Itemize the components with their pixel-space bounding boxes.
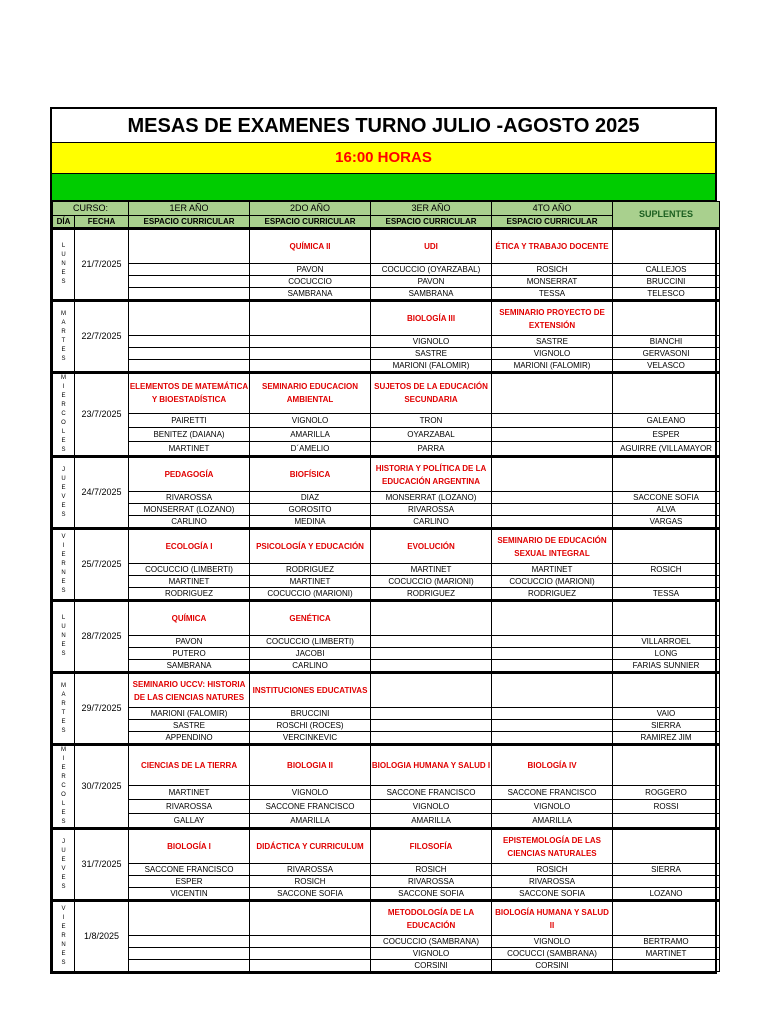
espacio-header-4: ESPACIO CURRICULAR <box>492 216 613 229</box>
teacher-cell: SAMBRANA <box>129 660 250 673</box>
teacher-cell: CARLINO <box>371 516 492 529</box>
teacher-cell: RODRIGUEZ <box>371 588 492 601</box>
teacher-row <box>53 648 720 660</box>
teacher-cell: TRON <box>371 413 492 427</box>
exam-date: 1/8/2025 <box>75 901 129 972</box>
teacher-cell <box>250 360 371 373</box>
suplente-cell: CALLEJOS <box>613 264 720 276</box>
teacher-cell <box>371 648 492 660</box>
teacher-cell: RODRIGUEZ <box>492 588 613 601</box>
fecha-header: FECHA <box>75 216 129 229</box>
teacher-cell: VERCINKEVIC <box>250 732 371 745</box>
teacher-row <box>53 588 720 601</box>
teacher-cell: MARTINET <box>129 576 250 588</box>
subject-cell: SEMINARIO PROYECTO DE EXTENSIÓN <box>492 301 613 336</box>
day-block-subject-row <box>53 601 720 636</box>
suplente-cell: TESSA <box>613 588 720 601</box>
subject-cell: HISTORIA Y POLÍTICA DE LA EDUCACIÓN ARGENTINA <box>371 457 492 492</box>
teacher-cell <box>129 264 250 276</box>
subject-cell: ÉTICA Y TRABAJO DOCENTE <box>492 229 613 264</box>
teacher-cell: COCUCCIO (LIMBERTI) <box>250 636 371 648</box>
teacher-cell <box>129 948 250 960</box>
subject-cell <box>492 373 613 414</box>
teacher-cell: MONSERRAT <box>492 276 613 288</box>
teacher-cell: MARTINET <box>371 564 492 576</box>
header-row-years <box>53 202 720 216</box>
teacher-cell: RIVAROSSA <box>250 864 371 876</box>
subject-cell <box>492 601 613 636</box>
teacher-cell: RIVAROSSA <box>371 876 492 888</box>
teacher-cell <box>371 660 492 673</box>
teacher-cell <box>129 348 250 360</box>
teacher-cell: RIVAROSSA <box>129 492 250 504</box>
teacher-cell: SACCONE SOFIA <box>492 888 613 901</box>
teacher-cell <box>492 427 613 441</box>
teacher-cell: MARIONI (FALOMIR) <box>371 360 492 373</box>
suplentes-header: SUPLENTES <box>613 202 720 229</box>
teacher-cell: PAVON <box>371 276 492 288</box>
teacher-cell <box>250 960 371 972</box>
teacher-row <box>53 276 720 288</box>
teacher-cell: MARIONI (FALOMIR) <box>129 708 250 720</box>
teacher-cell: PAVON <box>129 636 250 648</box>
teacher-cell: RIVAROSSA <box>129 799 250 813</box>
teacher-cell <box>492 660 613 673</box>
teacher-cell: BRUCCINI <box>250 708 371 720</box>
subject-cell <box>129 901 250 936</box>
suplente-cell: RAMIREZ JIM <box>613 732 720 745</box>
subject-cell: QUÍMICA II <box>250 229 371 264</box>
suplentes-spacer-cell <box>613 601 720 636</box>
teacher-cell: RIVAROSSA <box>371 504 492 516</box>
espacio-header-1: ESPACIO CURRICULAR <box>129 216 250 229</box>
suplente-cell: GALEANO <box>613 413 720 427</box>
teacher-cell: SASTRE <box>129 720 250 732</box>
teacher-cell: SAMBRANA <box>250 288 371 301</box>
subject-cell <box>129 229 250 264</box>
teacher-cell <box>250 948 371 960</box>
teacher-cell: SACCONE FRANCISCO <box>250 799 371 813</box>
teacher-row <box>53 576 720 588</box>
teacher-cell <box>492 492 613 504</box>
teacher-cell: AMARILLA <box>492 813 613 828</box>
suplente-cell <box>613 576 720 588</box>
teacher-cell <box>250 936 371 948</box>
day-name-vertical: M A R T E S <box>53 301 75 373</box>
teacher-cell <box>129 288 250 301</box>
subject-cell: EPISTEMOLOGÍA DE LAS CIENCIAS NATURALES <box>492 829 613 864</box>
subject-cell: FILOSOFÍA <box>371 829 492 864</box>
exam-date: 21/7/2025 <box>75 229 129 301</box>
teacher-cell <box>129 276 250 288</box>
teacher-row <box>53 348 720 360</box>
year-header-3: 3ER AÑO <box>371 202 492 216</box>
teacher-cell <box>492 413 613 427</box>
suplente-cell: SIERRA <box>613 720 720 732</box>
day-name-vertical: L U N E S <box>53 229 75 301</box>
subject-cell: GENÉTICA <box>250 601 371 636</box>
subject-cell: BIOLOGÍA III <box>371 301 492 336</box>
teacher-row <box>53 936 720 948</box>
subject-cell <box>492 457 613 492</box>
subject-cell <box>250 301 371 336</box>
suplente-cell: TELESCO <box>613 288 720 301</box>
teacher-row <box>53 720 720 732</box>
suplentes-spacer-cell <box>613 901 720 936</box>
teacher-cell: OYARZABAL <box>371 427 492 441</box>
teacher-cell: SASTRE <box>371 348 492 360</box>
teacher-row <box>53 516 720 529</box>
teacher-cell: CARLINO <box>129 516 250 529</box>
teacher-row <box>53 732 720 745</box>
day-name-vertical: M A R T E S <box>53 673 75 745</box>
suplente-cell: MARTINET <box>613 948 720 960</box>
teacher-cell: GOROSITO <box>250 504 371 516</box>
suplentes-spacer-cell <box>613 673 720 708</box>
exam-date: 22/7/2025 <box>75 301 129 373</box>
teacher-cell: VIGNOLO <box>250 413 371 427</box>
teacher-cell <box>492 504 613 516</box>
day-name-vertical: V I E R N E S <box>53 529 75 601</box>
subject-cell <box>250 901 371 936</box>
subject-cell <box>129 301 250 336</box>
teacher-cell: MARTINET <box>129 785 250 799</box>
subject-cell: BIOLOGIA II <box>250 745 371 786</box>
suplente-cell: VARGAS <box>613 516 720 529</box>
subject-cell: EVOLUCIÓN <box>371 529 492 564</box>
teacher-cell: VIGNOLO <box>371 336 492 348</box>
teacher-row <box>53 441 720 456</box>
teacher-cell: RIVAROSSA <box>492 876 613 888</box>
suplente-cell <box>613 876 720 888</box>
teacher-cell: SACCONE SOFIA <box>371 888 492 901</box>
teacher-cell: COCUCCIO (MARIONI) <box>492 576 613 588</box>
exam-date: 30/7/2025 <box>75 745 129 829</box>
day-name-vertical: M I E R C O L E S <box>53 745 75 829</box>
day-block-subject-row <box>53 457 720 492</box>
espacio-header-3: ESPACIO CURRICULAR <box>371 216 492 229</box>
day-block-subject-row <box>53 373 720 414</box>
teacher-row <box>53 492 720 504</box>
teacher-row <box>53 504 720 516</box>
teacher-cell <box>492 720 613 732</box>
teacher-cell: MARIONI (FALOMIR) <box>492 360 613 373</box>
teacher-cell <box>371 720 492 732</box>
day-block-subject-row <box>53 829 720 864</box>
teacher-cell <box>129 336 250 348</box>
teacher-row <box>53 708 720 720</box>
suplente-cell: ROSICH <box>613 564 720 576</box>
subject-cell: DIDÁCTICA Y CURRICULUM <box>250 829 371 864</box>
teacher-cell: MARTINET <box>129 441 250 456</box>
year-header-1: 1ER AÑO <box>129 202 250 216</box>
subject-cell: BIOLOGÍA HUMANA Y SALUD II <box>492 901 613 936</box>
teacher-cell: MARTINET <box>492 564 613 576</box>
suplentes-spacer-cell <box>613 745 720 786</box>
day-name-vertical: M I E R C O L E S <box>53 373 75 457</box>
teacher-cell: BENITEZ (DAIANA) <box>129 427 250 441</box>
subject-cell: QUÍMICA <box>129 601 250 636</box>
year-header-4: 4TO AÑO <box>492 202 613 216</box>
teacher-cell: MONSERRAT (LOZANO) <box>129 504 250 516</box>
teacher-cell: COCUCCIO (MARIONI) <box>250 588 371 601</box>
suplente-cell: ROSSI <box>613 799 720 813</box>
teacher-cell: COCUCCIO <box>250 276 371 288</box>
suplente-cell: LOZANO <box>613 888 720 901</box>
teacher-cell: JACOBI <box>250 648 371 660</box>
subject-cell: CIENCIAS DE LA TIERRA <box>129 745 250 786</box>
day-block-subject-row <box>53 901 720 936</box>
suplente-cell: GERVASONI <box>613 348 720 360</box>
teacher-cell: VIGNOLO <box>492 799 613 813</box>
teacher-cell <box>129 960 250 972</box>
teacher-cell <box>371 708 492 720</box>
teacher-cell: GALLAY <box>129 813 250 828</box>
teacher-cell: COCUCCIO (OYARZABAL) <box>371 264 492 276</box>
subject-cell: METODOLOGÍA DE LA EDUCACIÓN <box>371 901 492 936</box>
teacher-cell: CORSINI <box>371 960 492 972</box>
teacher-cell <box>250 348 371 360</box>
teacher-cell: VIGNOLO <box>492 936 613 948</box>
suplente-cell: SIERRA <box>613 864 720 876</box>
day-name-vertical: J U E V E S <box>53 457 75 529</box>
teacher-cell: ROSCHI (ROCES) <box>250 720 371 732</box>
subject-cell <box>492 673 613 708</box>
teacher-row <box>53 427 720 441</box>
teacher-row <box>53 360 720 373</box>
subject-cell: SEMINARIO DE EDUCACIÓN SEXUAL INTEGRAL <box>492 529 613 564</box>
suplente-cell: LONG <box>613 648 720 660</box>
teacher-cell <box>250 336 371 348</box>
teacher-row <box>53 785 720 799</box>
day-block-subject-row <box>53 229 720 264</box>
subject-cell: BIOLOGIA HUMANA Y SALUD I <box>371 745 492 786</box>
exam-date: 23/7/2025 <box>75 373 129 457</box>
suplente-cell <box>613 960 720 972</box>
day-block-subject-row <box>53 745 720 786</box>
teacher-cell <box>492 441 613 456</box>
subject-cell: PEDAGOGÍA <box>129 457 250 492</box>
teacher-cell <box>129 936 250 948</box>
teacher-cell: RODRIGUEZ <box>129 588 250 601</box>
teacher-cell: RODRIGUEZ <box>250 564 371 576</box>
teacher-cell <box>371 636 492 648</box>
teacher-cell: CORSINI <box>492 960 613 972</box>
green-separator-bar <box>52 174 715 201</box>
teacher-cell: VICENTIN <box>129 888 250 901</box>
teacher-cell: SAMBRANA <box>371 288 492 301</box>
teacher-cell <box>371 732 492 745</box>
suplente-cell: VAIO <box>613 708 720 720</box>
suplente-cell: FARIAS SUNNIER <box>613 660 720 673</box>
teacher-row <box>53 564 720 576</box>
suplente-cell: ALVA <box>613 504 720 516</box>
day-name-vertical: V I E R N E S <box>53 901 75 972</box>
teacher-row <box>53 636 720 648</box>
teacher-cell: SACCONE FRANCISCO <box>371 785 492 799</box>
teacher-cell: SACCONE FRANCISCO <box>129 864 250 876</box>
page-title: MESAS DE EXAMENES TURNO JULIO -AGOSTO 2025 <box>52 109 715 143</box>
day-name-vertical: J U E V E S <box>53 829 75 901</box>
suplente-cell: BERTRAMO <box>613 936 720 948</box>
exam-date: 25/7/2025 <box>75 529 129 601</box>
subject-cell: BIOFÍSICA <box>250 457 371 492</box>
teacher-cell: VIGNOLO <box>371 948 492 960</box>
teacher-cell: VIGNOLO <box>250 785 371 799</box>
teacher-cell: ROSICH <box>250 876 371 888</box>
subject-cell: PSICOLOGÍA Y EDUCACIÓN <box>250 529 371 564</box>
teacher-cell: COCUCCIO (MARIONI) <box>371 576 492 588</box>
teacher-cell: TESSA <box>492 288 613 301</box>
teacher-cell: SASTRE <box>492 336 613 348</box>
suplentes-spacer-cell <box>613 229 720 264</box>
teacher-cell <box>492 516 613 529</box>
subject-cell <box>371 673 492 708</box>
teacher-cell: ROSICH <box>371 864 492 876</box>
suplente-cell: ROGGERO <box>613 785 720 799</box>
teacher-cell <box>492 636 613 648</box>
teacher-cell: SACCONE SOFIA <box>250 888 371 901</box>
teacher-cell: AMARILLA <box>371 813 492 828</box>
day-block-subject-row <box>53 673 720 708</box>
suplente-cell: VELASCO <box>613 360 720 373</box>
subject-cell: ECOLOGÍA I <box>129 529 250 564</box>
teacher-cell: CARLINO <box>250 660 371 673</box>
teacher-cell: PUTERO <box>129 648 250 660</box>
teacher-cell <box>492 732 613 745</box>
teacher-row <box>53 876 720 888</box>
exam-date: 24/7/2025 <box>75 457 129 529</box>
teacher-cell: APPENDINO <box>129 732 250 745</box>
teacher-cell: ROSICH <box>492 264 613 276</box>
suplentes-spacer-cell <box>613 529 720 564</box>
teacher-row <box>53 864 720 876</box>
teacher-cell: SACCONE FRANCISCO <box>492 785 613 799</box>
suplente-cell: SACCONE SOFIA <box>613 492 720 504</box>
teacher-cell: MARTINET <box>250 576 371 588</box>
teacher-cell: AMARILLA <box>250 427 371 441</box>
teacher-row <box>53 960 720 972</box>
teacher-row <box>53 660 720 673</box>
suplente-cell: BRUCCINI <box>613 276 720 288</box>
suplente-cell: VILLARROEL <box>613 636 720 648</box>
subject-cell: INSTITUCIONES EDUCATIVAS <box>250 673 371 708</box>
teacher-cell: COCUCCIO (SAMBRANA) <box>371 936 492 948</box>
day-name-vertical: L U N E S <box>53 601 75 673</box>
teacher-row <box>53 799 720 813</box>
teacher-cell: MEDINA <box>250 516 371 529</box>
day-block-subject-row <box>53 301 720 336</box>
teacher-cell: ROSICH <box>492 864 613 876</box>
subject-cell <box>371 601 492 636</box>
suplente-cell <box>613 813 720 828</box>
subject-cell: UDI <box>371 229 492 264</box>
curso-label: CURSO: <box>53 202 129 216</box>
teacher-cell: MONSERRAT (LOZANO) <box>371 492 492 504</box>
teacher-cell: PAIRETTI <box>129 413 250 427</box>
teacher-cell: VIGNOLO <box>371 799 492 813</box>
teacher-cell <box>129 360 250 373</box>
suplentes-spacer-cell <box>613 301 720 336</box>
subject-cell: ELEMENTOS DE MATEMÁTICA Y BIOESTADÍSTICA <box>129 373 250 414</box>
suplente-cell: AGUIRRE (VILLAMAYOR <box>613 441 720 456</box>
teacher-cell: VIGNOLO <box>492 348 613 360</box>
day-block-subject-row <box>53 529 720 564</box>
subject-cell: BIOLOGÍA I <box>129 829 250 864</box>
subject-cell: SUJETOS DE LA EDUCACIÓN SECUNDARIA <box>371 373 492 414</box>
teacher-cell: PARRA <box>371 441 492 456</box>
teacher-cell <box>492 708 613 720</box>
dia-header: DÍA <box>53 216 75 229</box>
teacher-cell: D´AMELIO <box>250 441 371 456</box>
teacher-row <box>53 948 720 960</box>
teacher-row <box>53 336 720 348</box>
exam-schedule-sheet <box>50 107 717 974</box>
subject-cell: SEMINARIO EDUCACION AMBIENTAL <box>250 373 371 414</box>
teacher-cell: COCUCCI (SAMBRANA) <box>492 948 613 960</box>
teacher-row <box>53 264 720 276</box>
year-header-2: 2DO AÑO <box>250 202 371 216</box>
espacio-header-2: ESPACIO CURRICULAR <box>250 216 371 229</box>
teacher-row <box>53 813 720 828</box>
suplentes-spacer-cell <box>613 457 720 492</box>
suplentes-spacer-cell <box>613 373 720 414</box>
teacher-row <box>53 288 720 301</box>
exam-date: 31/7/2025 <box>75 829 129 901</box>
teacher-cell: AMARILLA <box>250 813 371 828</box>
subject-cell: BIOLOGÍA IV <box>492 745 613 786</box>
teacher-cell: DIAZ <box>250 492 371 504</box>
time-banner: 16:00 HORAS <box>52 143 715 174</box>
teacher-cell: ESPER <box>129 876 250 888</box>
suplente-cell: BIANCHI <box>613 336 720 348</box>
teacher-cell: COCUCCIO (LIMBERTI) <box>129 564 250 576</box>
suplente-cell: ESPER <box>613 427 720 441</box>
teacher-row <box>53 888 720 901</box>
exam-date: 28/7/2025 <box>75 601 129 673</box>
schedule-table <box>52 201 720 972</box>
teacher-cell: PAVON <box>250 264 371 276</box>
exam-date: 29/7/2025 <box>75 673 129 745</box>
suplentes-spacer-cell <box>613 829 720 864</box>
teacher-row <box>53 413 720 427</box>
teacher-cell <box>492 648 613 660</box>
subject-cell: SEMINARIO UCCV: HISTORIA DE LAS CIENCIAS NATURES <box>129 673 250 708</box>
